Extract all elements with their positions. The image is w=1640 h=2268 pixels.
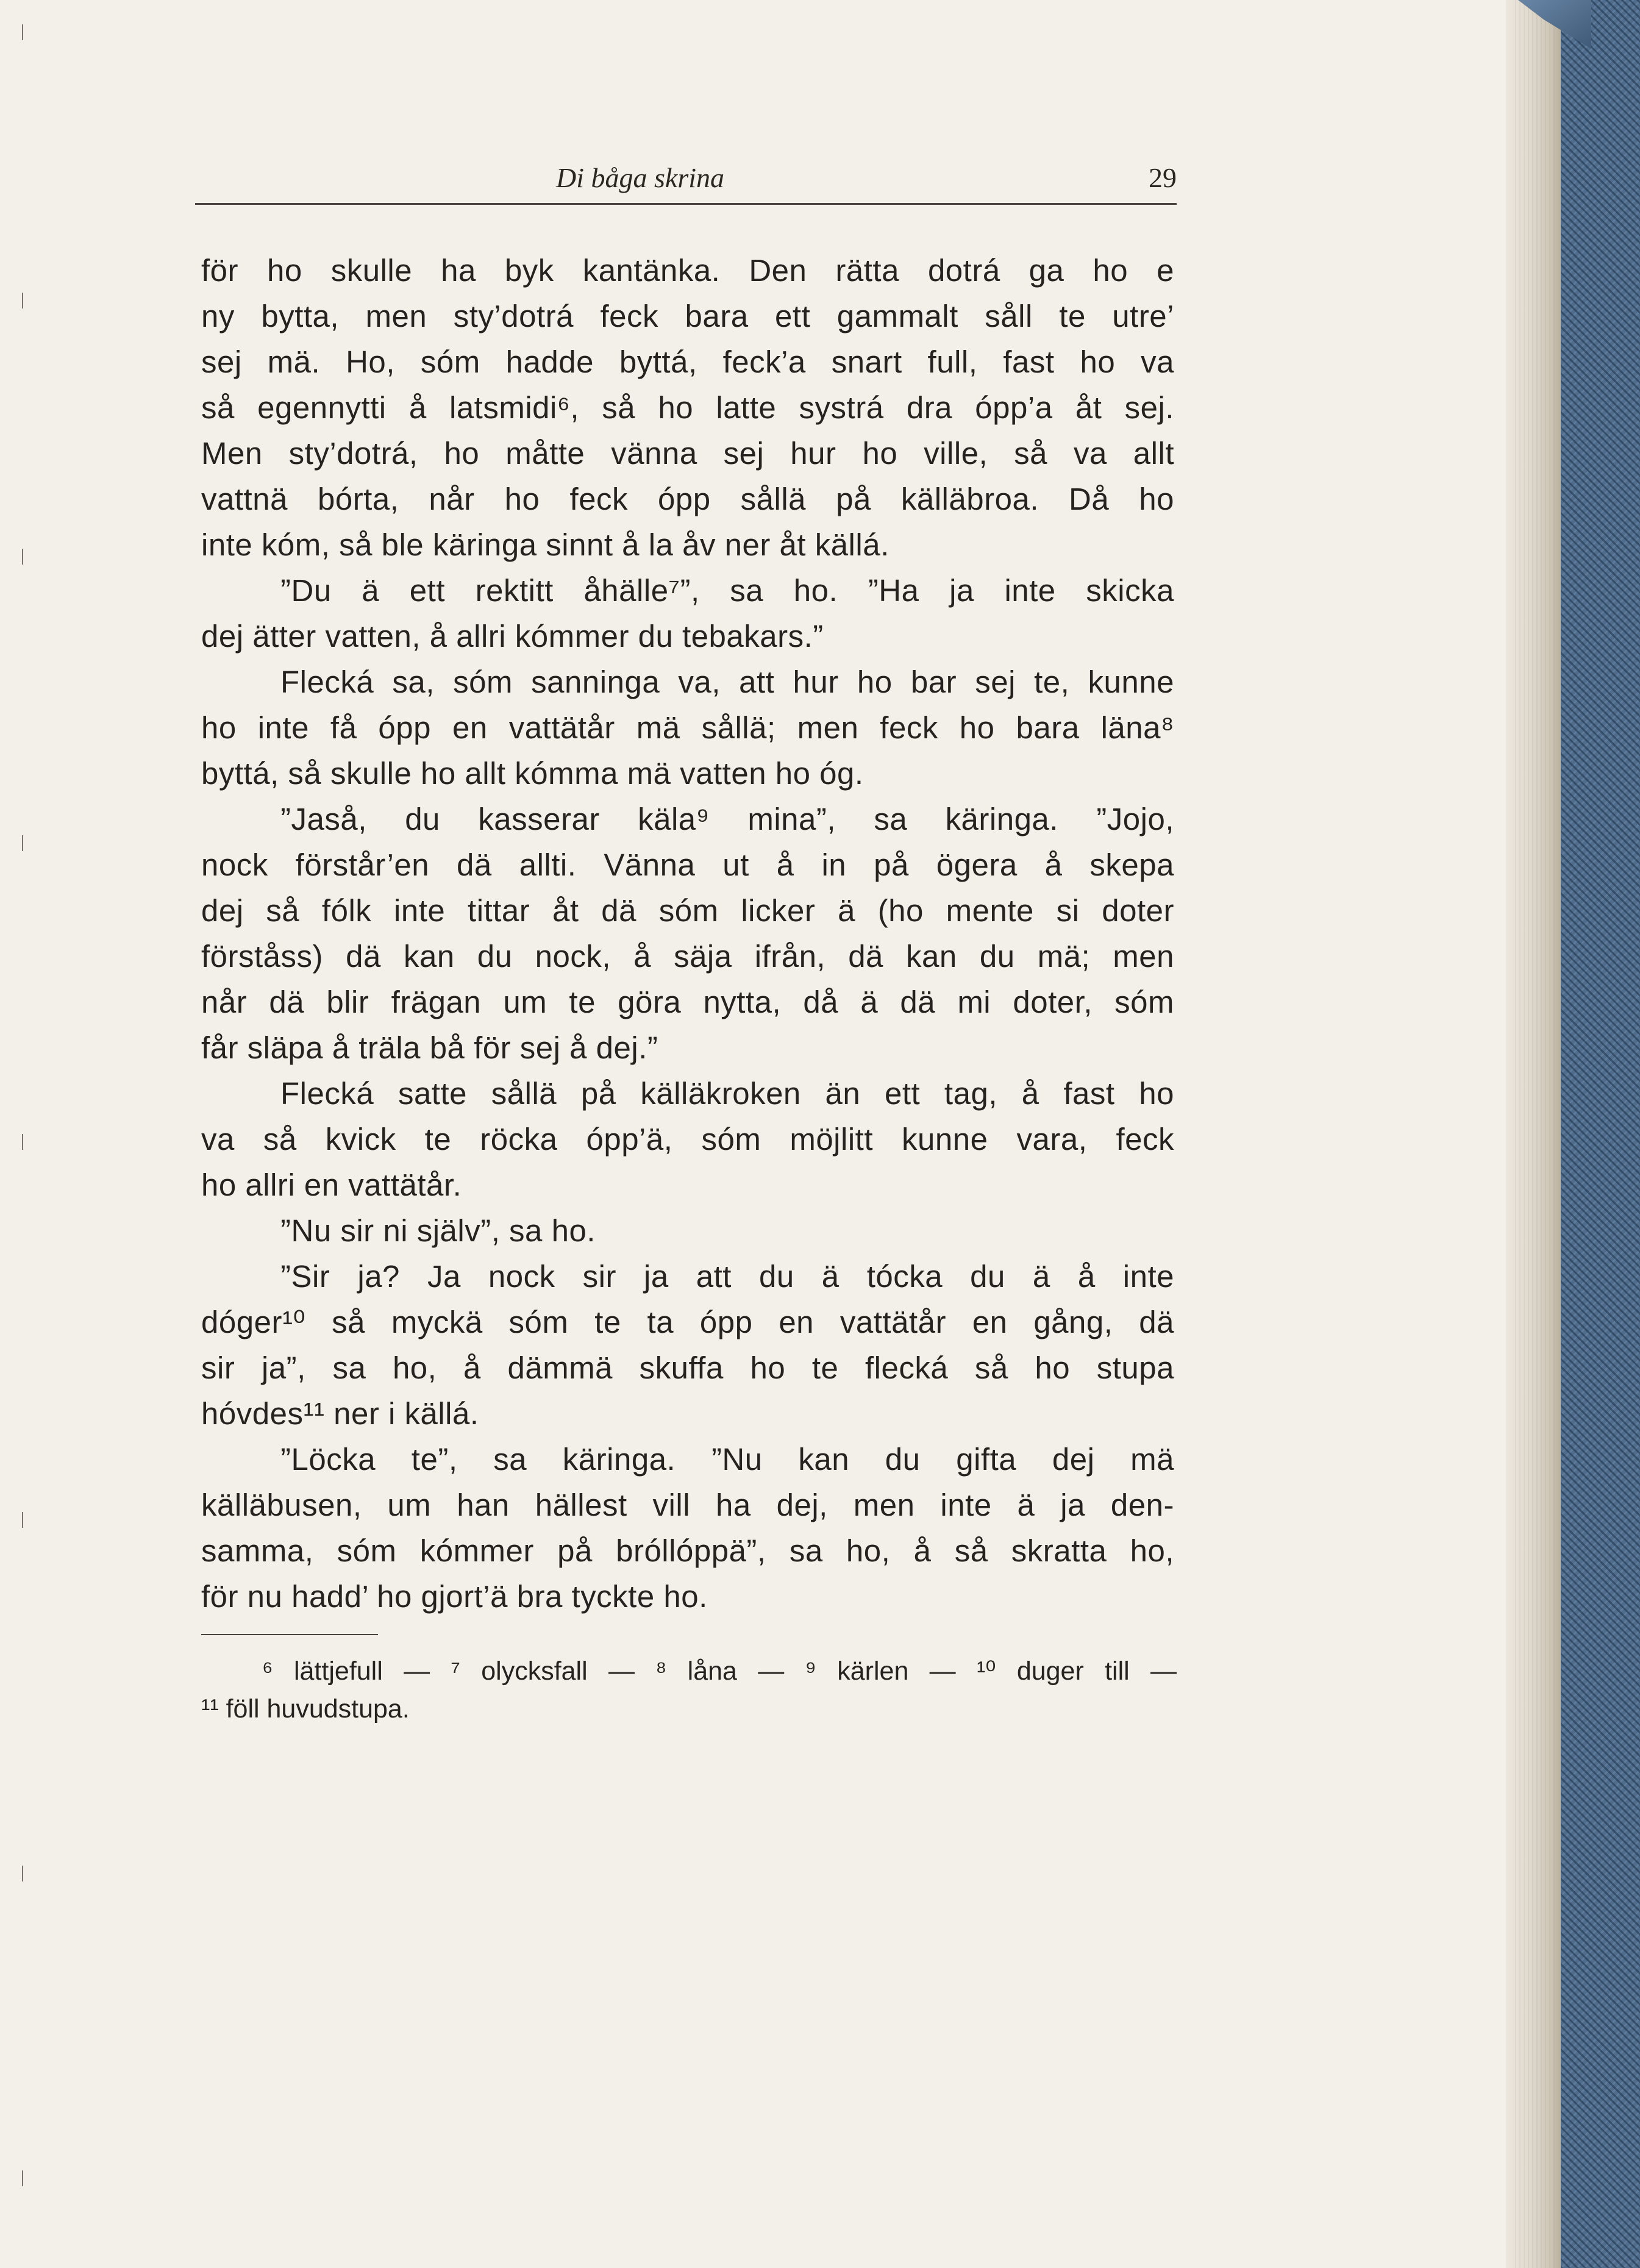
text-line: ”Du ä ett rektitt åhälle⁷”, sa ho. ”Ha ja inte skicka	[280, 573, 1174, 608]
text-line: Flecká sa, sóm sanninga va, att hur ho bar sej te, kunne	[280, 665, 1174, 699]
text-line: så egennytti å latsmidi⁶, så ho latte systrá dra ópp’a åt sej.	[201, 390, 1174, 425]
text-line: ”Jaså, du kasserar käla⁹ mina”, sa käringa. ”Jojo,	[280, 802, 1174, 836]
page-number: 29	[1149, 162, 1177, 193]
text-line: når dä blir frägan um te göra nytta, då ä dä mi doter, sóm	[201, 985, 1174, 1019]
text-line: sej mä. Ho, sóm hadde byttá, feck’a snart full, fast ho va	[201, 344, 1174, 379]
text-line: Flecká satte sållä på källäkroken än ett tag, å fast ho	[280, 1076, 1174, 1111]
book-cover	[1561, 0, 1640, 2268]
footnote-line: ¹¹ föll huvudstupa.	[201, 1694, 410, 1724]
footnotes	[201, 1652, 1177, 1728]
gutter-marks	[22, 0, 26, 2268]
text-line: ho inte få ópp en vattätår mä sållä; men feck ho bara läna⁸	[201, 710, 1174, 745]
page-stack-lines	[1512, 0, 1555, 2268]
text-line: sir ja”, sa ho, å dämmä skuffa ho te flecká så ho stupa	[201, 1350, 1174, 1385]
text-line: ho allri en vattätår.	[201, 1168, 462, 1202]
text-line: va så kvick te röcka ópp’ä, sóm möjlitt kunne vara, feck	[201, 1122, 1174, 1157]
running-title: Di båga skrina	[556, 162, 724, 193]
text-line: ”Nu sir ni själv”, sa ho.	[280, 1213, 596, 1248]
text-line: inte kóm, så ble käringa sinnt å la åv ner åt källá.	[201, 527, 890, 562]
text-line: för nu hadd’ ho gjort’ä bra tyckte ho.	[201, 1579, 708, 1614]
text-line: dej ätter vatten, å allri kómmer du tebakars.”	[201, 619, 824, 654]
footnote-line: ⁶ lättjefull — ⁷ olycksfall — ⁸ låna — ⁹ kärlen — ¹⁰ duger till —	[262, 1656, 1177, 1686]
text-line: förståss) dä kan du nock, å säja ifrån, dä kan du mä; men	[201, 939, 1174, 974]
text-line: ny bytta, men sty’dotrá feck bara ett gammalt såll te utre’	[201, 299, 1174, 333]
text-line: dóger¹⁰ så myckä sóm te ta ópp en vattätår en gång, dä	[201, 1305, 1174, 1339]
header-rule	[195, 203, 1177, 205]
text-line: ”Sir ja? Ja nock sir ja att du ä tócka du ä å inte	[280, 1259, 1174, 1294]
body-text	[201, 248, 1174, 1619]
text-line: för ho skulle ha byk kantänka. Den rätta dotrá ga ho e	[201, 253, 1174, 288]
text-line: ”Löcka te”, sa käringa. ”Nu kan du gifta dej mä	[280, 1442, 1174, 1477]
text-line: samma, sóm kómmer på bróllóppä”, sa ho, å så skratta ho,	[201, 1533, 1174, 1568]
text-line: byttá, så skulle ho allt kómma mä vatten ho óg.	[201, 756, 864, 791]
text-line: dej så fólk inte tittar åt dä sóm licker ä (ho mente si doter	[201, 893, 1174, 928]
text-line: källäbusen, um han hällest vill ha dej, men inte ä ja den-	[201, 1488, 1174, 1522]
text-line: Men sty’dotrá, ho måtte vänna sej hur ho ville, så va allt	[201, 436, 1174, 471]
text-line: vattnä bórta, når ho feck ópp sållä på källäbroa. Då ho	[201, 482, 1174, 516]
running-head	[195, 155, 1177, 198]
text-line: nock förstår’en dä allti. Vänna ut å in på ögera å skepa	[201, 847, 1174, 882]
footnote-rule	[201, 1634, 378, 1635]
text-line: hóvdes¹¹ ner i källá.	[201, 1396, 479, 1431]
text-line: får släpa å träla bå för sej å dej.”	[201, 1030, 658, 1065]
